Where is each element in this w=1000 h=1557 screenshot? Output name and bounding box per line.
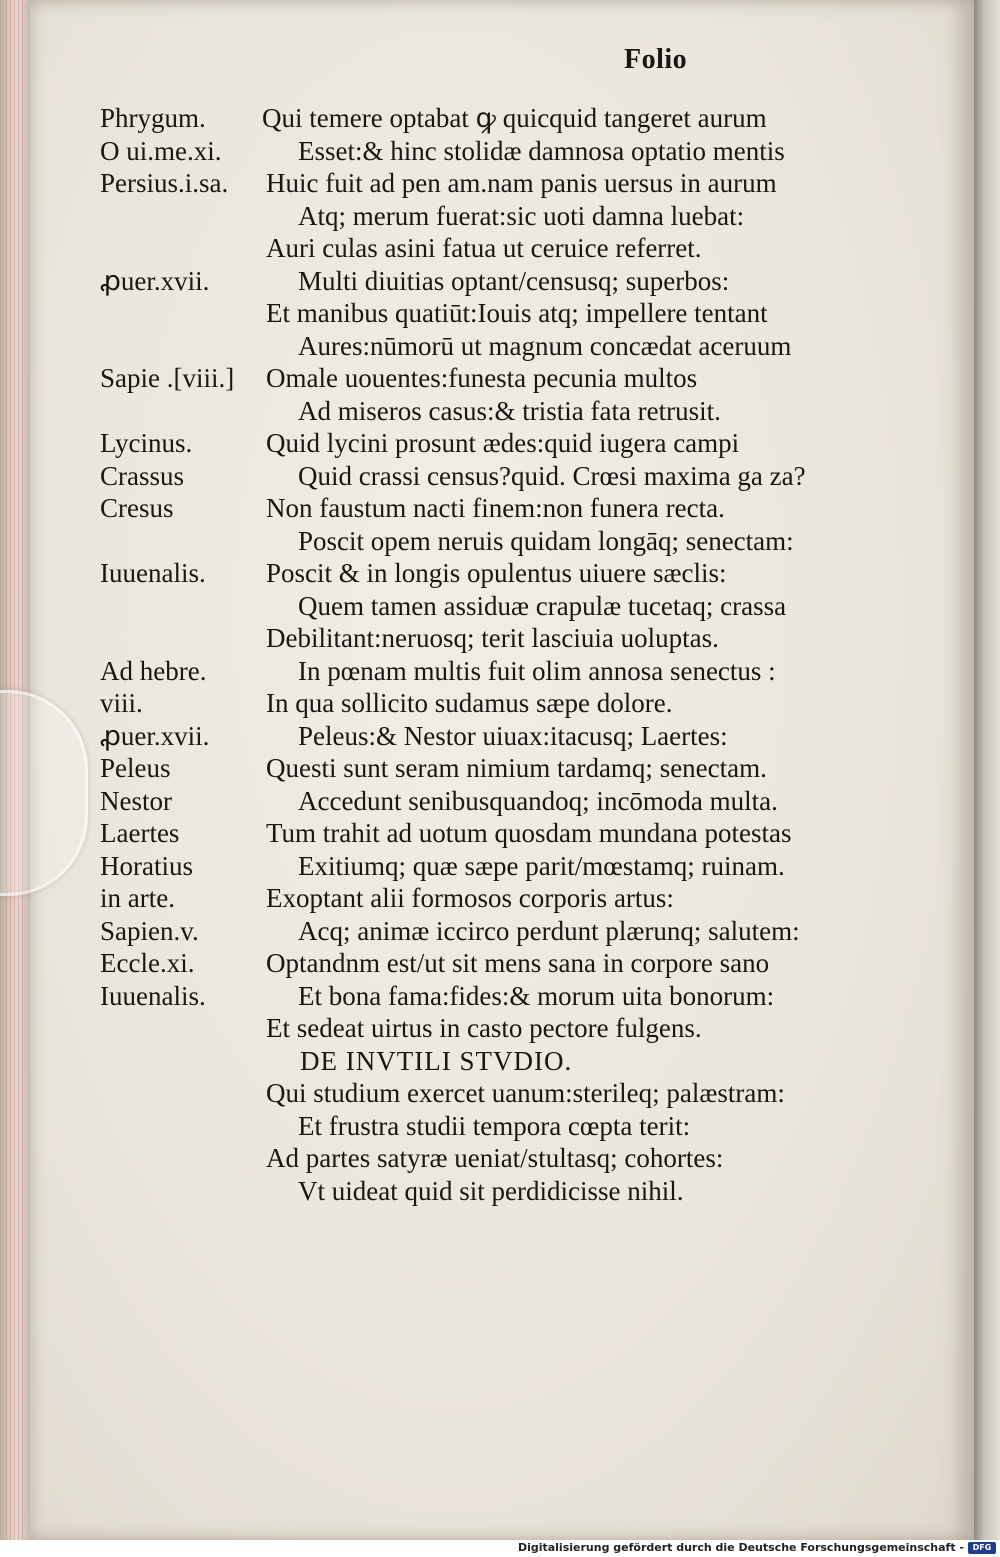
marginal-note: Sapie .[viii.] — [100, 363, 235, 393]
digitization-footer — [0, 1540, 1000, 1557]
verse-line: Debilitant:neruosq; terit lasciuia uoluptas. — [266, 623, 719, 653]
verse-line: Atq; merum fuerat:sic uoti damna luebat: — [298, 200, 745, 231]
verse-line: Exoptant alii formosos corporis artus: — [266, 883, 674, 913]
verse-line: Qui temere optabat ꝙ quicquid tangeret aurum — [262, 103, 767, 133]
verse-line: Poscit & in longis opulentus uiuere sæclis: — [266, 558, 727, 588]
marginal-note: Ad hebre. — [100, 655, 207, 686]
marginal-note: Crassus — [100, 460, 185, 491]
verse-line: In qua sollicito sudamus sæpe dolore. — [266, 688, 673, 718]
text-line — [30, 200, 974, 233]
text-line — [30, 460, 974, 493]
text-line — [30, 167, 974, 200]
text-line — [30, 882, 974, 915]
verse-line: Auri culas asini fatua ut ceruice referret. — [266, 233, 702, 263]
marginal-note: Cresus — [100, 493, 174, 523]
text-line — [30, 655, 974, 688]
text-line — [30, 622, 974, 655]
verse-line: Quem tamen assiduæ crapulæ tucetaq; crassa — [298, 590, 787, 621]
text-block — [30, 102, 974, 1207]
text-line — [30, 850, 974, 883]
text-line — [30, 265, 974, 298]
verse-line: Omale uouentes:funesta pecunia multos — [266, 363, 698, 393]
marginal-note: in arte. — [100, 883, 175, 913]
text-line — [30, 1142, 974, 1175]
book-page — [30, 0, 974, 1540]
text-line — [30, 785, 974, 818]
text-line — [30, 135, 974, 168]
text-line — [30, 980, 974, 1013]
text-line — [30, 492, 974, 525]
text-line — [30, 102, 974, 135]
verse-line: Quid lycini prosunt ædes:quid iugera campi — [266, 428, 740, 458]
marginal-note: Eccle.xi. — [100, 948, 195, 978]
marginal-note: Phrygum. — [100, 103, 206, 133]
verse-line: Qui studium exercet uanum:sterileq; palæstram: — [266, 1078, 785, 1108]
verse-line: Non faustum nacti finem:non funera recta. — [266, 493, 725, 523]
marginal-note: Iuuenalis. — [100, 558, 206, 588]
verse-line: Questi sunt seram nimium tardamq; senectam. — [266, 753, 767, 783]
right-book-edge — [974, 0, 1000, 1540]
text-line — [30, 1012, 974, 1045]
verse-line: Ad partes satyræ ueniat/stultasq; cohortes: — [266, 1143, 724, 1173]
verse-line: Et bona fama:fides:& morum uita bonorum: — [298, 980, 775, 1011]
text-line — [30, 817, 974, 850]
text-line — [30, 687, 974, 720]
verse-line: Exitiumq; quæ sæpe parit/mœstamq; ruinam. — [298, 850, 785, 881]
verse-line: Et manibus quatiūt:Iouis atq; impellere tentant — [266, 298, 768, 328]
verse-line: Vt uideat quid sit perdidicisse nihil. — [298, 1175, 684, 1206]
marginal-note: Horatius — [100, 850, 193, 881]
text-line — [30, 297, 974, 330]
text-line — [30, 947, 974, 980]
dfg-logo: DFG — [968, 1542, 996, 1554]
verse-line: Tum trahit ad uotum quosdam mundana potestas — [266, 818, 792, 848]
text-line — [30, 1077, 974, 1110]
text-line — [30, 720, 974, 753]
text-line — [30, 362, 974, 395]
verse-line: Peleus:& Nestor uiuax:itacusq; Laertes: — [298, 720, 728, 751]
text-line — [30, 1175, 974, 1208]
text-line — [30, 1110, 974, 1143]
text-line — [30, 752, 974, 785]
verse-line: Accedunt senibusquandoq; incōmoda multa. — [298, 785, 778, 816]
footer-credit: Digitalisierung gefördert durch die Deutsche Forschungsgemeinschaft - — [517, 1541, 964, 1554]
text-line — [30, 915, 974, 948]
text-line — [30, 395, 974, 428]
marginal-note: Iuuenalis. — [100, 980, 206, 1011]
text-line — [30, 557, 974, 590]
text-line — [30, 330, 974, 363]
text-line — [30, 232, 974, 265]
marginal-note: Laertes — [100, 818, 180, 848]
marginal-note: O ui.me.xi. — [100, 135, 222, 166]
marginal-note: Nestor — [100, 785, 172, 816]
text-line — [30, 525, 974, 558]
verse-line: Quid crassi census?quid. Crœsi maxima ga za? — [298, 460, 806, 491]
verse-line: Acq; animæ iccirco perdunt plærunq; salutem: — [298, 915, 800, 946]
verse-line: Et frustra studii tempora cœpta terit: — [298, 1110, 691, 1141]
verse-line: Poscit opem neruis quidam longāq; senectam: — [298, 525, 794, 556]
marginal-note: ꝓuer.xvii. — [100, 720, 210, 751]
text-line — [30, 590, 974, 623]
marginal-note: ꝓuer.xvii. — [100, 265, 210, 296]
verse-line: Huic fuit ad pen am.nam panis uersus in aurum — [266, 168, 777, 198]
verse-line: Aures:nūmorū ut magnum concædat aceruum — [298, 330, 792, 361]
verse-line: Ad miseros casus:& tristia fata retrusit. — [298, 395, 721, 426]
folio-header: Folio — [624, 44, 688, 75]
marginal-note: viii. — [100, 688, 143, 718]
verse-line: In pœnam multis fuit olim annosa senectus : — [298, 655, 776, 686]
verse-line: Optandnm est/ut sit mens sana in corpore sano — [266, 948, 770, 978]
section-heading: DE INVTILI STVDIO. — [300, 1045, 573, 1076]
verse-line: Et sedeat uirtus in casto pectore fulgens. — [266, 1013, 702, 1043]
text-line — [30, 1045, 974, 1078]
marginal-note: Persius.i.sa. — [100, 168, 229, 198]
text-line — [30, 427, 974, 460]
verse-line: Esset:& hinc stolidæ damnosa optatio mentis — [298, 135, 785, 166]
marginal-note: Sapien.v. — [100, 915, 199, 946]
marginal-note: Lycinus. — [100, 428, 193, 458]
verse-line: Multi diuitias optant/censusq; superbos: — [298, 265, 730, 296]
marginal-note: Peleus — [100, 753, 171, 783]
